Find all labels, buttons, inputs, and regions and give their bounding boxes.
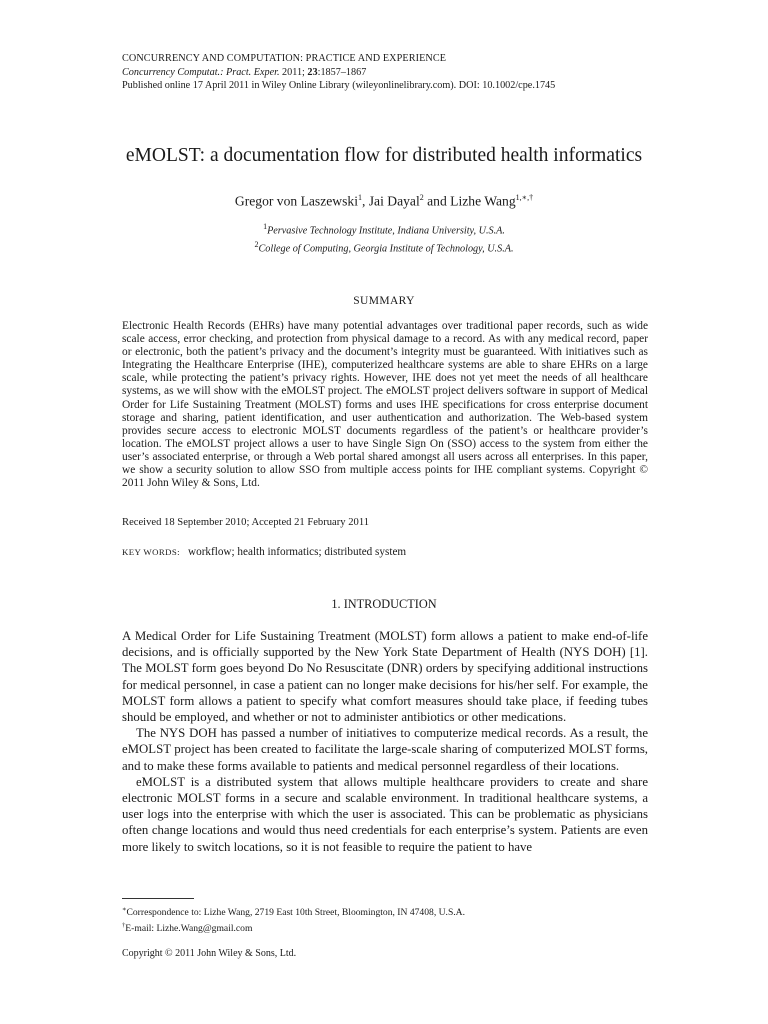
footnote-email [122, 919, 648, 935]
author-sup: 1 [357, 193, 362, 202]
footnote-text: Correspondence to: Lizhe Wang, 2719 East 10th Street, Bloomington, IN 47408, U.S.A. [126, 907, 466, 919]
author-list [0, 189, 768, 211]
footnote-divider [122, 898, 194, 899]
paper-title: eMOLST: a documentation flow for distributed health informatics [125, 145, 643, 166]
affiliation-sup: 2 [254, 240, 259, 250]
author-name: Lizhe Wang [450, 193, 516, 209]
keywords-label: KEY WORDS: [122, 547, 181, 557]
citation-volume: 23 [307, 66, 318, 78]
citation-journal: Concurrency Computat.: Pract. Exper. [122, 66, 280, 78]
affiliations [0, 220, 768, 257]
keywords-text: workflow; health informatics; distributed system [188, 546, 407, 558]
author-separator: and [423, 193, 451, 209]
paragraph: The NYS DOH has passed a number of initiatives to computerize medical records. As a result, the eMOLST project has been created to facilitate the large-scale sharing of computerized MOLST forms, and to make these forms available to patients and medical personnel regardless of their locations. [122, 726, 648, 773]
copyright-notice: Copyright © 2011 John Wiley & Sons, Ltd. [122, 948, 297, 959]
footnote-sup: ∗ [122, 906, 127, 913]
affiliation-sup: 1 [263, 222, 268, 231]
paragraph: A Medical Order for Life Sustaining Treatment (MOLST) form allows a patient to make end-of-life decisions, and is officially supported by the New York State Department of Health (NYS DOH) [1]. The MOLST form goes beyond Do No Resuscitate (DNR) orders by specifying additional instructions for medical personnel, in case a patient can no longer make decisions for his/her self. For example, the MOLST form allows a patient to specify what comfort measures should take place, if feeding tubes should be employed, and whether or not to administer antibiotics or other medications. [122, 629, 648, 725]
affiliation [0, 238, 768, 256]
summary-abstract: Electronic Health Records (EHRs) have many potential advantages over traditional paper records, such as wide scale access, error checking, and protection from physical damage to a record. As with any medical record, paper or electronic, both the patient’s privacy and the document’s integrity must be guaranteed. With initiatives such as Integrating the Healthcare Enterprise (IHE), computerized healthcare systems are able to share EHRs on a large scale, while protecting the patient’s privacy rights. However, IHE does not yet meet the needs of all healthcare systems, as we will show with the eMOLST project. The eMOLST project delivers software in support of Medical Order for Life Sustaining Treatment (MOLST) forms and uses IHE specifications for cross enterprise document storage and sharing, patient identification, and user authentication and authorization. The Web-based system provides secure access to electronic MOLST documents regardless of the patient’s or healthcare provider’s location. The eMOLST project allows a user to have Single Sign On (SSO) access to the system from either the user’s associated enterprise, or through a Web portal shared amongst all users across all enterprises. In this paper, we show a security solution to allow SSO from multiple access points for IHE compliant systems. Copyright © 2011 John Wiley & Sons, Ltd. [122, 320, 648, 490]
footnote-correspondence [122, 903, 648, 919]
section-heading-introduction: 1. INTRODUCTION [331, 597, 437, 611]
author-sup: 2 [419, 193, 424, 202]
journal-header [122, 52, 682, 93]
body-text [122, 628, 648, 855]
author-separator: , [361, 193, 369, 209]
citation-year: 2011; [279, 66, 308, 78]
citation-pages: :1857–1867 [317, 66, 367, 78]
author-name: Gregor von Laszewski [234, 193, 358, 209]
summary-heading: SUMMARY [353, 295, 415, 307]
citation-line [122, 66, 682, 80]
affiliation-text: College of Computing, Georgia Institute of Technology, U.S.A. [258, 243, 514, 255]
affiliation-text: Pervasive Technology Institute, Indiana University, U.S.A. [267, 225, 505, 237]
author-sup: 1,∗,† [515, 193, 534, 202]
keywords-line [122, 546, 406, 558]
footnotes [122, 903, 648, 935]
received-dates: Received 18 September 2010; Accepted 21 February 2011 [122, 517, 370, 528]
paragraph: eMOLST is a distributed system that allows multiple healthcare providers to create and share electronic MOLST forms in a secure and scalable environment. In traditional healthcare systems, a user logs into the enterprise with which the user is associated. This can be problematic as physicians often change locations and would thus need credentials for each enterprise’s system. Patients are even more likely to switch locations, so it is not feasible to require the patient to have [122, 774, 648, 854]
published-line: Published online 17 April 2011 in Wiley Online Library (wileyonlinelibrary.com). DOI: 10.1002/cpe.1745 [122, 80, 556, 91]
footnote-sup: † [122, 922, 126, 930]
author-name: Jai Dayal [368, 193, 420, 209]
affiliation [0, 220, 768, 238]
journal-name: CONCURRENCY AND COMPUTATION: PRACTICE AND EXPERIENCE [122, 53, 447, 64]
footnote-text: E-mail: Lizhe.Wang@gmail.com [125, 923, 253, 935]
